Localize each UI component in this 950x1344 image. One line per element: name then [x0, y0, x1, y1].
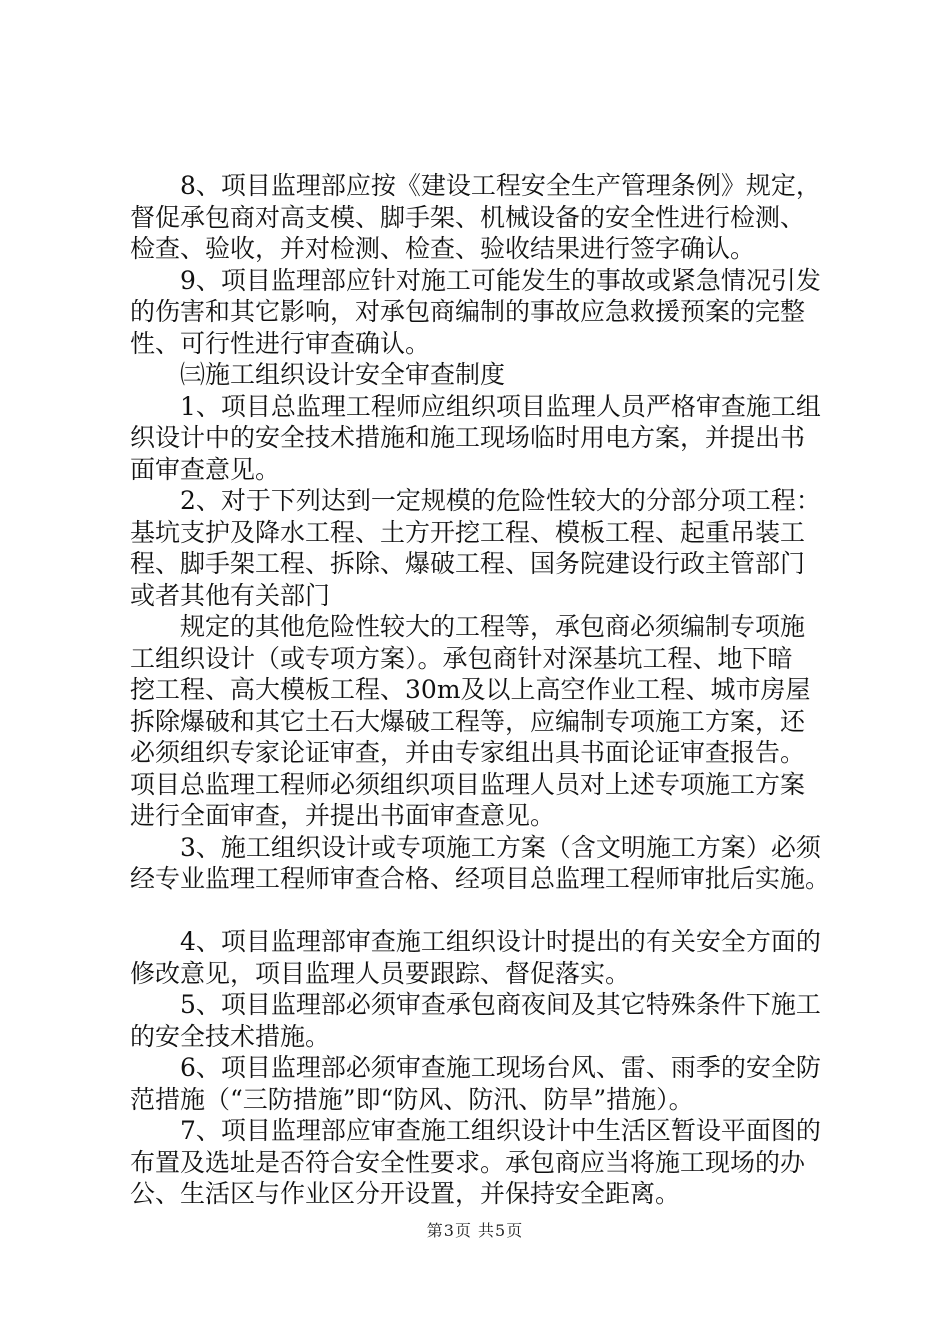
text-line: 基坑支护及降水工程、土方开挖工程、模板工程、起重吊装工 [130, 517, 806, 547]
document-body [130, 170, 835, 1210]
section-heading: ㈢施工组织设计安全审查制度 [130, 360, 506, 389]
text-line: 或者其他有关部门 [130, 580, 331, 610]
text-line: 1、项目总监理工程师应组织项目监理人员严格审查施工组 [130, 391, 821, 421]
text-line: 必须组织专家论证审查，并由专家组出具书面论证审查报告。 [130, 738, 806, 767]
text-line: 经专业监理工程师审查合格、经项目总监理工程师审批后实施。 [130, 864, 831, 893]
text-line: 2、对于下列达到一定规模的危险性较大的分部分项工程： [130, 486, 821, 515]
text-line: 6、项目监理部必须审查施工现场台风、雷、雨季的安全防 [130, 1053, 821, 1082]
text-line: 4、项目监理部审查施工组织设计时提出的有关安全方面的 [130, 927, 821, 956]
text-line: 项目总监理工程师必须组织项目监理人员对上述专项施工方案 [130, 769, 806, 799]
text-line: 程、脚手架工程、拆除、爆破工程、国务院建设行政主管部门 [130, 549, 806, 578]
text-line: 挖工程、高大模板工程、30m及以上高空作业工程、城市房屋 [130, 675, 811, 704]
text-line: 督促承包商对高支模、脚手架、机械设备的安全性进行检测、 [130, 202, 806, 232]
text-line: 9、项目监理部应针对施工可能发生的事故或紧急情况引发 [130, 265, 821, 295]
blank-line [130, 895, 835, 927]
text-line: 拆除爆破和其它土石大爆破工程等，应编制专项施工方案，还 [130, 706, 806, 736]
text-line: 规定的其他危险性较大的工程等，承包商必须编制专项施 [130, 612, 806, 641]
text-line: 工组织设计（或专项方案）。承包商针对深基坑工程、地下暗 [130, 643, 793, 673]
text-line: 公、生活区与作业区分开设置，并保持安全距离。 [130, 1179, 681, 1208]
page-number-footer: 第3页 共5页 [426, 1221, 524, 1240]
text-line: 范措施（“三防措施”即“防风、防汛、防旱”措施）。 [130, 1084, 694, 1114]
text-line: 的伤害和其它影响，对承包商编制的事故应急救援预案的完整 [130, 297, 806, 326]
text-line: 织设计中的安全技术措施和施工现场临时用电方案，并提出书 [130, 423, 806, 452]
text-line: 的安全技术措施。 [130, 1021, 331, 1051]
text-line: 修改意见，项目监理人员要跟踪、督促落实。 [130, 958, 631, 988]
text-line: 进行全面审查，并提出书面审查意见。 [130, 801, 556, 830]
text-line: 面审查意见。 [130, 454, 281, 484]
text-line: 7、项目监理部应审查施工组织设计中生活区暂设平面图的 [130, 1116, 821, 1145]
text-line: 3、施工组织设计或专项施工方案（含文明施工方案）必须 [130, 832, 821, 862]
text-line: 5、项目监理部必须审查承包商夜间及其它特殊条件下施工 [130, 990, 821, 1019]
text-line: 8、项目监理部应按《建设工程安全生产管理条例》规定， [130, 171, 821, 200]
text-line: 检查、验收，并对检测、检查、验收结果进行签字确认。 [130, 234, 756, 263]
text-line: 布置及选址是否符合安全性要求。承包商应当将施工现场的办 [130, 1147, 806, 1177]
text-line: 性、可行性进行审查确认。 [130, 328, 431, 358]
